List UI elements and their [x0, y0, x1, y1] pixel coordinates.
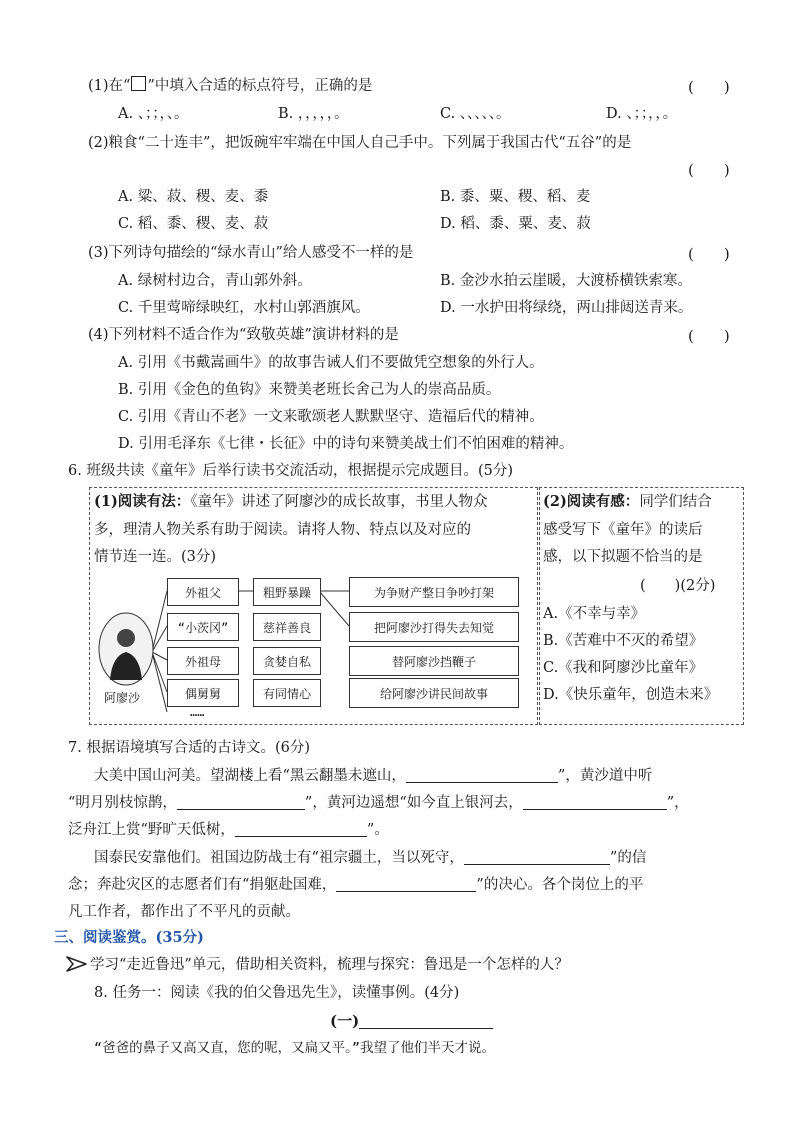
characters-ellipsis: …… — [190, 705, 205, 719]
plot-box[interactable]: 给阿廖沙讲民间故事 — [349, 678, 519, 708]
fill-blank[interactable] — [464, 849, 610, 865]
q2-option-c: C. 稻、黍、稷、麦、菽 — [118, 216, 269, 232]
q4-answer-paren[interactable]: ( ) — [688, 327, 730, 345]
connector-line — [152, 626, 167, 652]
passage-part-label: (一) — [330, 1011, 493, 1031]
fill-blank[interactable] — [235, 821, 367, 837]
section3-intro: 学习“走近鲁迅”单元，借助相关资料，梳理与探究：鲁迅是一个怎样的人？ — [90, 957, 569, 973]
q1-option-a: A. 、；；，、。 — [118, 106, 189, 122]
passage-quote: “爸爸的鼻子又高又直，您的呢，又扁又平。”我望了他们半天才说。 — [94, 1040, 496, 1056]
character-box[interactable]: “小茨冈” — [167, 613, 239, 641]
q6-right-answer-paren[interactable]: ( )(2分) — [640, 578, 716, 594]
q3-option-b: B. 金沙水拍云崖暖，大渡桥横铁索寒。 — [440, 273, 692, 289]
plot-box[interactable]: 替阿廖沙挡鞭子 — [349, 646, 519, 676]
q1-option-b: B. ，，，，，。 — [278, 106, 349, 122]
q2-stem: (2)粮食“二十连丰”，把饭碗牢牢端在中国人自己手中。下列属于我国古代“五谷”的是 — [88, 135, 632, 151]
q4-option-c: C. 引用《青山不老》一文来歌颂老人默默坚守、造福后代的精神。 — [118, 409, 544, 425]
plot-box[interactable]: 把阿廖沙打得失去知觉 — [349, 612, 519, 642]
q2-answer-paren[interactable]: ( ) — [688, 161, 730, 179]
connector-line — [319, 591, 349, 626]
q7-p1-line2: “明月别枝惊鹊， ”，黄河边遥想“如今直上银河去， ”， — [68, 795, 689, 811]
q4-stem: (4)下列材料不适合作为“致敬英雄”演讲材料的是 — [88, 327, 399, 343]
q3-stem: (3)下列诗句描绘的“绿水青山”给人感受不一样的是 — [88, 245, 414, 261]
q1-option-d: D. 、；；，，。 — [606, 106, 678, 122]
connector-line — [152, 591, 167, 652]
q6-left-line3: 情节连一连。(3分) — [94, 549, 217, 565]
trait-box[interactable]: 贪婪自私 — [253, 647, 321, 675]
character-box[interactable]: 偶舅舅 — [167, 679, 239, 707]
q7-title: 7. 根据语境填写合适的古诗文。(6分) — [68, 740, 310, 756]
aliosha-portrait-icon — [98, 612, 154, 686]
q6-right-line1: (2)阅读有感：同学们结合 — [543, 493, 712, 510]
trait-box[interactable]: 慈祥善良 — [253, 613, 321, 641]
q8-title: 8. 任务一：阅读《我的伯父鲁迅先生》，读懂事例。(4分) — [94, 985, 460, 1001]
q3-option-d: D. 一水护田将绿绕，两山排闼送青来。 — [440, 300, 693, 316]
q7-p1-line3: 泛舟江上赏“野旷天低树， ”。 — [68, 822, 389, 838]
q3-option-c: C. 千里莺啼绿映红，水村山郭酒旗风。 — [118, 300, 370, 316]
title-option-d: D.《快乐童年，创造未来》 — [543, 687, 719, 703]
q4-option-a: A. 引用《书戴嵩画牛》的故事告诫人们不要做凭空想象的外行人。 — [118, 355, 544, 371]
q2-option-b: B. 黍、粟、稷、稻、麦 — [440, 189, 591, 205]
title-option-c: C.《我和阿廖沙比童年》 — [543, 660, 704, 676]
character-box[interactable]: 外祖母 — [167, 647, 239, 675]
q6-title: 6. 班级共读《童年》后举行读书交流活动，根据提示完成题目。(5分) — [68, 463, 513, 479]
title-option-a: A.《不幸与幸》 — [543, 606, 646, 622]
fill-blank[interactable] — [406, 767, 558, 783]
q6-left-line1: (1)阅读有法：《童年》讲述了阿廖沙的成长故事，书里人物众 — [94, 493, 488, 510]
connector-line — [152, 652, 167, 692]
character-box[interactable]: 外祖父 — [167, 578, 239, 606]
title-option-b: B.《苦难中不灭的希望》 — [543, 633, 704, 649]
q1-answer-paren[interactable]: ( ) — [688, 78, 730, 96]
q2-option-a: A. 粱、菽、稷、麦、黍 — [118, 189, 269, 205]
q1-stem: (1)在“ ”中填入合适的标点符号，正确的是 — [88, 78, 373, 94]
fill-blank[interactable] — [523, 794, 667, 810]
passage-title-blank[interactable] — [359, 1013, 493, 1029]
q7-p2-line1: 国泰民安靠他们。祖国边防战士有“祖宗疆土，当以死守， ”的信 — [94, 850, 647, 866]
connector-line — [152, 652, 167, 712]
q3-answer-paren[interactable]: ( ) — [688, 245, 730, 263]
q6-right-line3: 感，以下拟题不恰当的是 — [543, 549, 703, 565]
q7-p1-line1: 大美中国山河美。望湖楼上看“黑云翻墨未遮山， ”，黄沙道中听 — [94, 768, 653, 784]
arrow-marker-icon — [66, 956, 88, 972]
q7-p2-line3: 凡工作者，都作出了不平凡的贡献。 — [68, 904, 300, 920]
q7-p2-line2: 念；奔赴灾区的志愿者们有“捐躯赴国难， ”的决心。各个岗位上的平 — [68, 877, 644, 893]
plot-box[interactable]: 为争财产整日争吵打架 — [349, 577, 519, 607]
q2-option-d: D. 稻、黍、粟、麦、菽 — [440, 216, 591, 232]
q1-option-c: C. 、、、、、。 — [440, 106, 511, 122]
q4-option-b: B. 引用《金色的鱼钩》来赞美老班长舍己为人的崇高品质。 — [118, 382, 501, 398]
section3-title: 三、阅读鉴赏。(35分) — [54, 929, 204, 946]
q6-left-line2: 多，理清人物关系有助于阅读。请将人物、特点以及对应的 — [94, 522, 471, 538]
trait-box[interactable]: 有同情心 — [253, 679, 321, 707]
trait-box[interactable]: 粗野暴躁 — [253, 578, 321, 606]
fill-blank[interactable] — [336, 876, 476, 892]
q3-option-a: A. 绿树村边合，青山郭外斜。 — [118, 273, 312, 289]
q4-option-d: D. 引用毛泽东《七律・长征》中的诗句来赞美战士们不怕困难的精神。 — [118, 436, 574, 452]
fill-blank[interactable] — [177, 794, 305, 810]
q6-right-line2: 感受写下《童年》的读后 — [543, 522, 703, 538]
aliosha-label: 阿廖沙 — [104, 691, 141, 705]
